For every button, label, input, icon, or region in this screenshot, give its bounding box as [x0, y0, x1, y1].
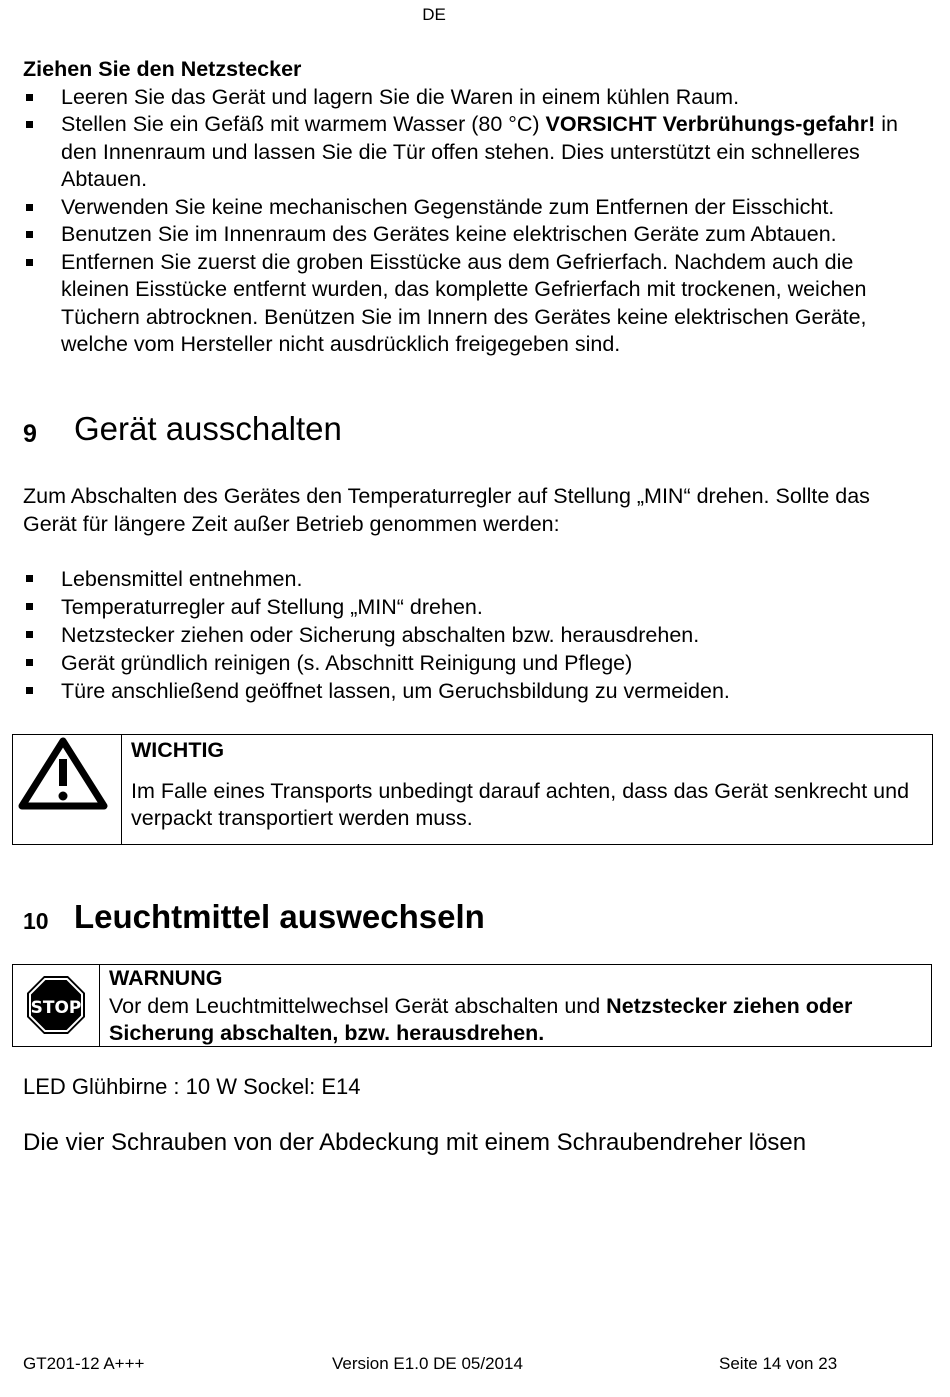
footer-version: Version E1.0 DE 05/2014	[332, 1354, 523, 1373]
list-item	[23, 593, 923, 621]
list-item-text: Netzstecker ziehen oder Sicherung abschalten bzw. herausdrehen.	[61, 623, 700, 647]
warning-text-bold: Netzstecker ziehen oder Sicherung abschalten, bzw. herausdrehen.	[109, 993, 853, 1045]
bullet-square-icon	[26, 259, 33, 266]
warning-icon-cell	[13, 965, 100, 1046]
bullet-square-icon	[26, 204, 33, 211]
stop-sign-text: STOP	[30, 998, 82, 1018]
list-item-text: Benutzen Sie im Innenraum des Gerätes keine elektrischen Geräte zum Abtauen.	[61, 222, 837, 246]
important-notice-box	[12, 734, 933, 845]
warning-title: WARNUNG	[109, 966, 223, 990]
list-item-text: Lebensmittel entnehmen.	[61, 567, 303, 591]
list-item	[23, 111, 923, 194]
stop-sign-icon	[13, 965, 99, 1046]
footer-page-number: Seite 14 von 23	[719, 1354, 838, 1373]
list-item-text: in den Innenraum und lassen Sie die Tür offen stehen. Dies unterstützt ein schnelleres Abtauen.	[61, 112, 898, 191]
screw-instruction: Die vier Schrauben von der Abdeckung mit einem Schraubendreher lösen	[23, 1129, 807, 1156]
notice-title: WICHTIG	[131, 738, 225, 762]
list-item-text: Entfernen Sie zuerst die groben Eisstücke aus dem Gefrierfach. Nachdem auch die kleinen Eisstücke entfernt wurden, das komplette Gefrierfach mit trockenen, weichen Tüchern abtrocknen. Benützen Sie im Innern des Gerätes keine elektrischen Geräte, welche vom Hersteller nicht ausdrücklich freigegeben sind.	[61, 249, 867, 356]
section-title: Gerät ausschalten	[74, 410, 342, 447]
warning-box	[12, 964, 932, 1047]
bullet-square-icon	[26, 603, 33, 610]
list-item	[23, 194, 923, 222]
notice-icon-cell	[13, 735, 122, 844]
list-item	[23, 677, 923, 705]
list-item	[23, 565, 923, 593]
section-9-intro: Zum Abschalten des Gerätes den Temperaturregler auf Stellung „MIN“ drehen. Sollte das Gerät für längere Zeit außer Betrieb genommen werden:	[23, 484, 870, 536]
notice-text: Im Falle eines Transports unbedingt darauf achten, dass das Gerät senkrecht und verpackt transportiert werden muss.	[131, 779, 910, 830]
list-item-text: Leeren Sie das Gerät und lagern Sie die Waren in einem kühlen Raum.	[61, 84, 740, 109]
footer-model: GT201-12 A+++	[23, 1354, 145, 1373]
bullet-square-icon	[26, 121, 33, 128]
list-item	[23, 249, 923, 359]
language-code: DE	[422, 5, 446, 24]
scald-warning-text: VORSICHT Verbrühungs-gefahr!	[545, 112, 876, 136]
unplug-section	[23, 56, 923, 359]
section-9-bullet-list	[23, 565, 923, 705]
list-item-text: Gerät gründlich reinigen (s. Abschnitt Reinigung und Pflege)	[61, 651, 633, 675]
list-item	[23, 221, 923, 249]
bullet-square-icon	[26, 687, 33, 694]
bullet-square-icon	[26, 631, 33, 638]
warning-text-cell	[109, 965, 919, 1048]
section-title: Leuchtmittel auswechseln	[74, 898, 485, 935]
warning-triangle-icon	[13, 735, 121, 844]
warning-text	[109, 993, 919, 1048]
list-item-text: Verwenden Sie keine mechanischen Gegenstände zum Entfernen der Eisschicht.	[61, 194, 835, 219]
list-item	[23, 621, 923, 649]
notice-text-cell	[131, 737, 921, 832]
list-item	[23, 84, 923, 112]
bullet-square-icon	[26, 575, 33, 582]
section-number: 10	[23, 908, 49, 934]
warning-text-plain: Vor dem Leuchtmittelwechsel Gerät abschalten und	[109, 993, 607, 1018]
list-item-text: Türe anschließend geöffnet lassen, um Geruchsbildung zu vermeiden.	[61, 679, 730, 703]
bulb-spec: LED Glühbirne : 10 W Sockel: E14	[23, 1074, 361, 1099]
list-item-text: Stellen Sie ein Gefäß mit warmem Wasser (80 °C)	[61, 112, 546, 136]
unplug-heading: Ziehen Sie den Netzstecker	[23, 57, 302, 81]
unplug-bullet-list	[23, 84, 923, 359]
bullet-square-icon	[26, 94, 33, 101]
section-number: 9	[23, 420, 37, 448]
list-item-text: Temperaturregler auf Stellung „MIN“ drehen.	[61, 595, 483, 619]
bullet-square-icon	[26, 231, 33, 238]
bullet-square-icon	[26, 659, 33, 666]
list-item	[23, 649, 923, 677]
